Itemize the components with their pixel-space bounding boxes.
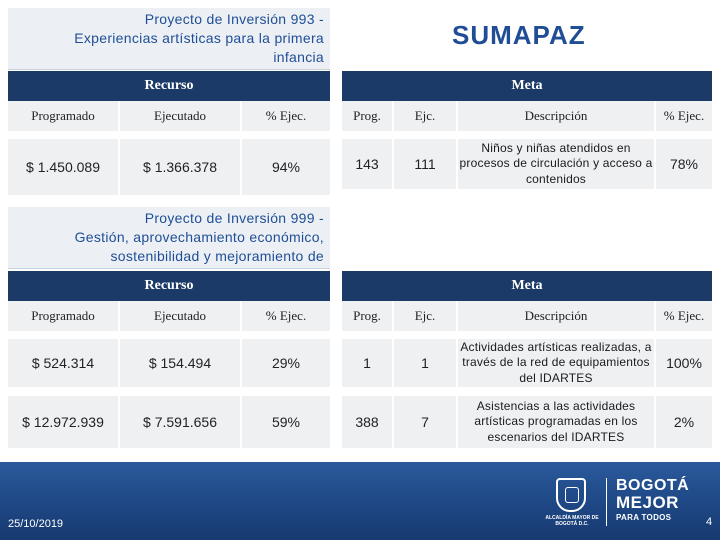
footer-bar bbox=[0, 462, 720, 540]
alcaldia-crest-icon bbox=[556, 478, 586, 512]
cell-descripcion: Asistencias a las actividades artísticas programadas en los escenarios del IDARTES bbox=[458, 396, 654, 448]
project-993-title-line-1: Proyecto de Inversión 993 - bbox=[144, 11, 324, 27]
project-999-title-line-2: Gestión, aprovechamiento económico, bbox=[74, 229, 324, 245]
header-programado-1: Programado bbox=[8, 101, 118, 131]
header-ejc-1: Ejc. bbox=[394, 101, 456, 131]
logo-divider bbox=[606, 478, 607, 526]
cell-programado: $ 1.450.089 bbox=[8, 139, 118, 195]
cell-prog: 1 bbox=[342, 339, 392, 387]
logo-line-1: BOGOTÁ bbox=[616, 477, 690, 494]
recurso-band-1: Recurso bbox=[8, 71, 330, 101]
cell-ejecutado: $ 7.591.656 bbox=[120, 396, 240, 448]
header-pct-ejec-meta-2: % Ejec. bbox=[656, 301, 712, 331]
meta-band-2: Meta bbox=[342, 271, 712, 301]
project-993-title-line-3: infancia bbox=[273, 49, 324, 65]
project-999-title-line-3: sostenibilidad y mejoramiento de bbox=[110, 248, 324, 264]
header-ejecutado-1: Ejecutado bbox=[120, 101, 240, 131]
project-999-title bbox=[8, 207, 330, 269]
header-prog-1: Prog. bbox=[342, 101, 392, 131]
recurso-band-2: Recurso bbox=[8, 271, 330, 301]
cell-prog: 143 bbox=[342, 139, 392, 189]
cell-ejecutado: $ 154.494 bbox=[120, 339, 240, 387]
footer-date: 25/10/2019 bbox=[8, 518, 64, 530]
bogota-mejor-logo bbox=[616, 478, 692, 523]
cell-meta-pct: 78% bbox=[656, 139, 712, 189]
cell-meta-pct: 100% bbox=[656, 339, 712, 387]
header-pct-ejec-recurso-1: % Ejec. bbox=[242, 101, 330, 131]
cell-ejc: 1 bbox=[394, 339, 456, 387]
project-993-title bbox=[8, 8, 330, 70]
cell-pct-ejec: 59% bbox=[242, 396, 330, 448]
cell-ejecutado: $ 1.366.378 bbox=[120, 139, 240, 195]
cell-ejc: 7 bbox=[394, 396, 456, 448]
header-pct-ejec-recurso-2: % Ejec. bbox=[242, 301, 330, 331]
cell-pct-ejec: 94% bbox=[242, 139, 330, 195]
meta-band-1: Meta bbox=[342, 71, 712, 101]
header-ejecutado-2: Ejecutado bbox=[120, 301, 240, 331]
header-descripcion-2: Descripción bbox=[458, 301, 654, 331]
cell-ejc: 111 bbox=[394, 139, 456, 189]
header-pct-ejec-meta-1: % Ejec. bbox=[656, 101, 712, 131]
locality-title: SUMAPAZ bbox=[452, 20, 586, 50]
logo-line-2: MEJOR bbox=[616, 493, 679, 512]
header-programado-2: Programado bbox=[8, 301, 118, 331]
header-prog-2: Prog. bbox=[342, 301, 392, 331]
project-993-title-line-2: Experiencias artísticas para la primera bbox=[74, 30, 324, 46]
page-number: 4 bbox=[706, 516, 713, 528]
project-999-title-line-1: Proyecto de Inversión 999 - bbox=[144, 210, 324, 226]
cell-descripcion: Actividades artísticas realizadas, a través de la red de equipamientos del IDARTES bbox=[458, 339, 654, 387]
header-descripcion-1: Descripción bbox=[458, 101, 654, 131]
cell-meta-pct: 2% bbox=[656, 396, 712, 448]
cell-descripcion: Niños y niñas atendidos en procesos de circulación y acceso a contenidos bbox=[458, 139, 654, 189]
cell-programado: $ 12.972.939 bbox=[8, 396, 118, 448]
cell-programado: $ 524.314 bbox=[8, 339, 118, 387]
cell-pct-ejec: 29% bbox=[242, 339, 330, 387]
alcaldia-label: ALCALDÍA MAYOR DE BOGOTÁ D.C. bbox=[545, 515, 599, 527]
header-ejc-2: Ejc. bbox=[394, 301, 456, 331]
cell-prog: 388 bbox=[342, 396, 392, 448]
logo-line-3: PARA TODOS bbox=[616, 513, 672, 522]
